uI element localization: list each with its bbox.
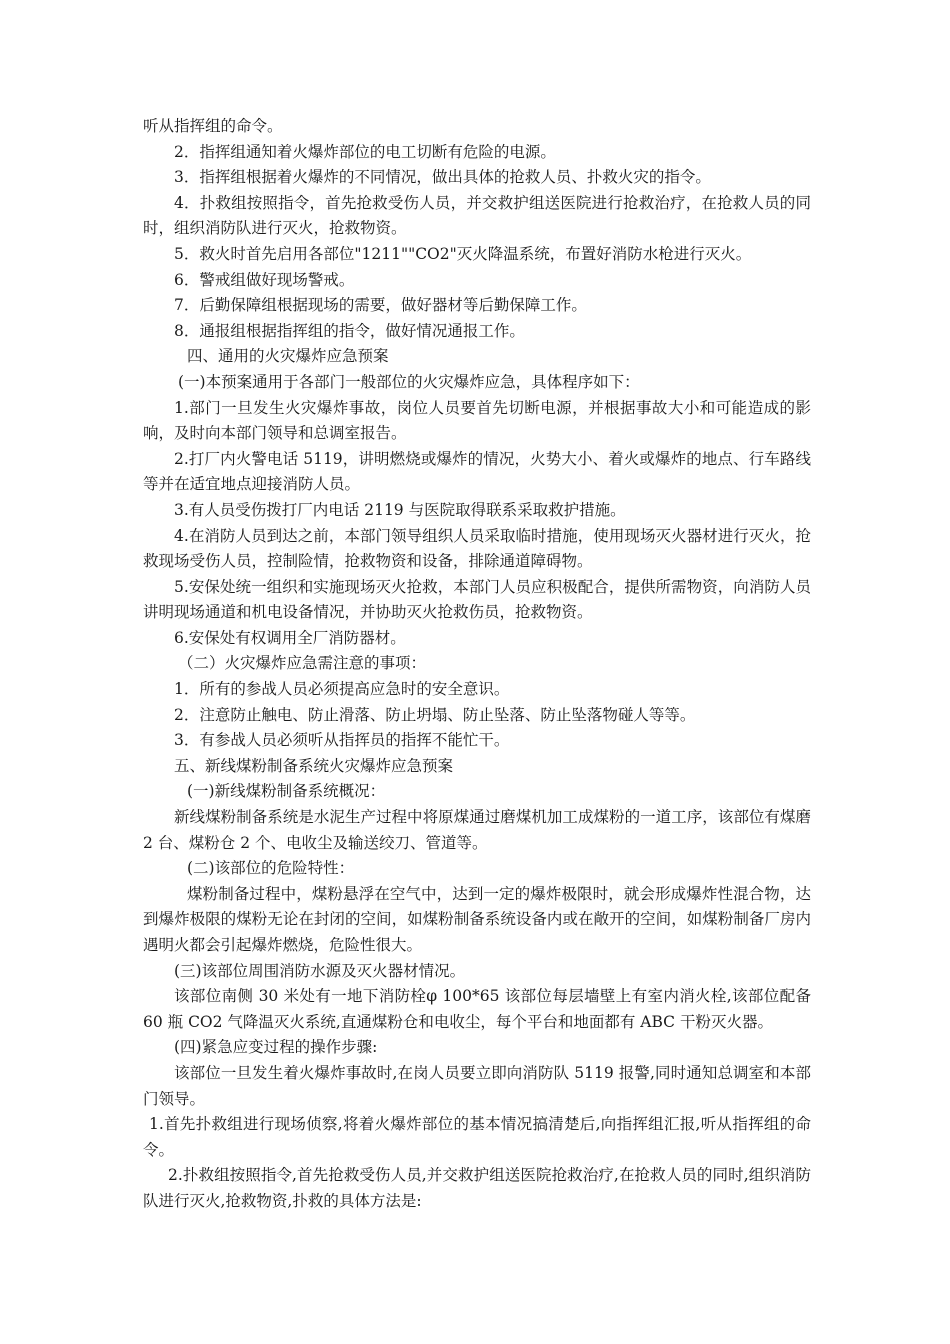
paragraph: 2.打厂内火警电话 5119，讲明燃烧或爆炸的情况，火势大小、着火或爆炸的地点、行车路线等并在适宜地点迎接消防人员。 xyxy=(143,449,811,494)
paragraph: 该部位南侧 30 米处有一地下消防栓φ 100*65 该部位每层墙壁上有室内消火栓,该部位配备 60 瓶 CO2 气降温灭火系统,直通煤粉仓和电收尘，每个平台和地面都有 ABC 干粉灭火器。 xyxy=(143,987,811,1031)
paragraph: 5.安保处统一组织和实施现场灭火抢救，本部门人员应积极配合，提供所需物资，向消防人员讲明现场通道和机电设备情况，并协助灭火抢救伤员，抢救物资。 xyxy=(143,577,811,622)
paragraph: 8．通报组根据指挥组的指令，做好情况通报工作。 xyxy=(174,321,525,340)
paragraph: 2．注意防止触电、防止滑落、防止坍塌、防止坠落、防止坠落物碰人等等。 xyxy=(174,705,696,724)
paragraph: 6．警戒组做好现场警戒。 xyxy=(174,270,355,289)
subsection-heading: (一)新线煤粉制备系统概况： xyxy=(187,782,386,801)
subsection-heading: (四)紧急应变过程的操作步骤: xyxy=(174,1038,378,1057)
paragraph: 4.在消防人员到达之前，本部门领导组织人员采取临时措施，使用现场灭火器材进行灭火，抢救现场受伤人员，控制险情，抢救物资和设备，排除通道障碍物。 xyxy=(143,526,811,571)
paragraph: 1．所有的参战人员必须提高应急时的安全意识。 xyxy=(174,680,510,699)
paragraph: 该部位一旦发生着火爆炸事故时,在岗人员要立即向消防队 5119 报警,同时通知总调室和本部门领导。 xyxy=(143,1063,811,1108)
paragraph: 煤粉制备过程中，煤粉悬浮在空气中，达到一定的爆炸极限时，就会形成爆炸性混合物，达到爆炸极限的煤粉无论在封闭的空间，如煤粉制备系统设备内或在敞开的空间，如煤粉制备厂房内遇明火都会引起爆炸燃烧，危险性很大。 xyxy=(143,884,811,954)
paragraph: 新线煤粉制备系统是水泥生产过程中将原煤通过磨煤机加工成煤粉的一道工序，该部位有煤磨 2 台、煤粉仓 2 个、电收尘及输送绞刀、管道等。 xyxy=(143,808,811,852)
paragraph: 听从指挥组的命令。 xyxy=(143,117,283,135)
paragraph: 7．后勤保障组根据现场的需要，做好器材等后勤保障工作。 xyxy=(174,296,587,315)
paragraph: 3．指挥组根据着火爆炸的不同情况，做出具体的抢救人员、扑救火灾的指令。 xyxy=(174,168,711,187)
section-heading: 五、新线煤粉制备系统火灾爆炸应急预案 xyxy=(174,756,454,775)
paragraph: 4．扑救组按照指令，首先抢救受伤人员，并交救护组送医院进行抢救治疗，在抢救人员的同时，组织消防队进行灭火，抢救物资。 xyxy=(143,193,811,238)
paragraph: 1.部门一旦发生火灾爆炸事故，岗位人员要首先切断电源，并根据事故大小和可能造成的影响，及时向本部门领导和总调室报告。 xyxy=(143,398,811,443)
paragraph: 2.扑救组按照指令,首先抢救受伤人员,并交救护组送医院抢救治疗,在抢救人员的同时,组织消防队进行灭火,抢救物资,扑救的具体方法是: xyxy=(143,1166,811,1210)
section-heading: 四、通用的火灾爆炸应急预案 xyxy=(187,347,389,366)
paragraph: 2．指挥组通知着火爆炸部位的电工切断有危险的电源。 xyxy=(174,142,556,161)
subsection-heading: （二）火灾爆炸应急需注意的事项： xyxy=(178,654,427,673)
subsection-heading: (一)本预案通用于各部门一般部位的火灾爆炸应急，具体程序如下： xyxy=(178,372,640,391)
paragraph: 1.首先扑救组进行现场侦察,将着火爆炸部位的基本情况搞清楚后,向指挥组汇报,听从指挥组的命令。 xyxy=(143,1115,811,1159)
document-body xyxy=(143,114,811,1215)
paragraph: 3．有参战人员必须听从指挥员的指挥不能忙干。 xyxy=(174,731,510,750)
paragraph: 6.安保处有权调用全厂消防器材。 xyxy=(174,628,406,647)
subsection-heading: (二)该部位的危险特性： xyxy=(187,859,355,878)
subsection-heading: (三)该部位周围消防水源及灭火器材情况。 xyxy=(174,961,466,980)
paragraph: 5．救火时首先启用各部位"1211""CO2"灭火降温系统，布置好消防水枪进行灭火。 xyxy=(174,244,752,263)
paragraph: 3.有人员受伤拨打厂内电话 2119 与医院取得联系采取救护措施。 xyxy=(174,500,626,519)
